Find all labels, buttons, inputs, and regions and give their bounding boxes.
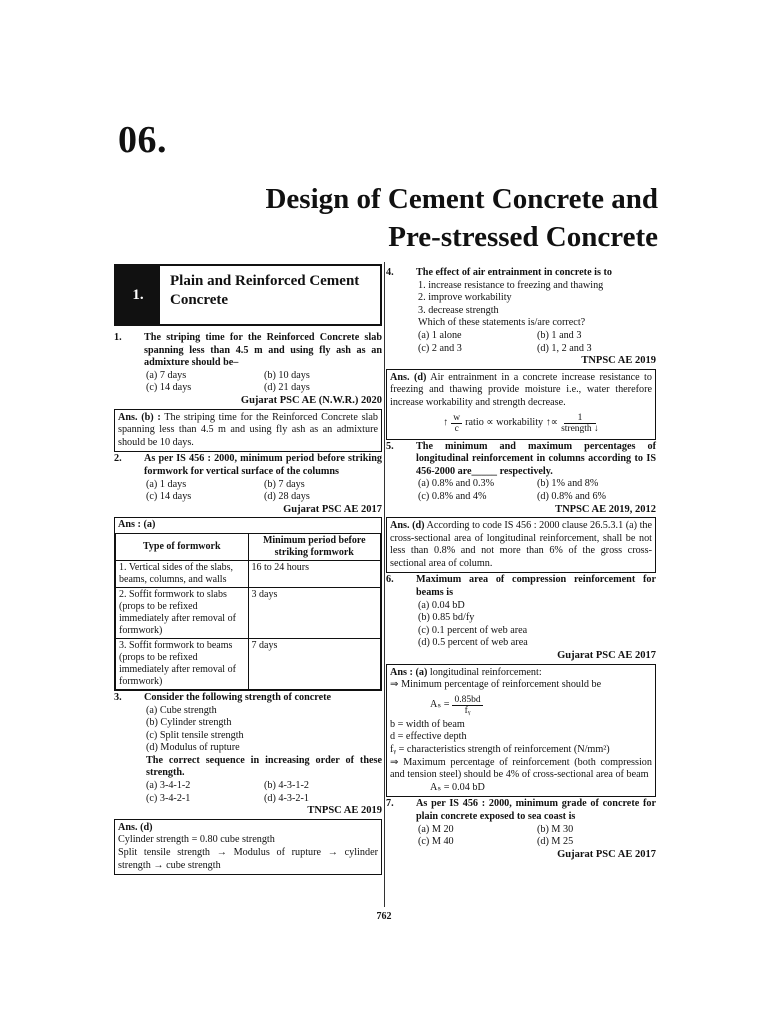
option-b: (b) 1% and 8% xyxy=(537,478,599,490)
option-b: (b) 10 days xyxy=(264,369,310,381)
answer-label: Ans : (a) xyxy=(118,519,156,531)
answer-text: longitudinal reinforcement: xyxy=(427,666,542,678)
option-a: (a) 1 days xyxy=(146,478,187,490)
option-d: (d) 1, 2 and 3 xyxy=(537,342,592,354)
option-a: (a) M 20 xyxy=(418,823,454,835)
table-header-row xyxy=(116,533,381,560)
answer-box xyxy=(386,664,656,798)
table-cell: 3. Soffit formwork to beams (props to be refixed immediately after removal of formwork) xyxy=(116,638,249,689)
answer-box xyxy=(386,517,656,573)
option-b: (b) 7 days xyxy=(264,478,305,490)
fraction xyxy=(452,695,482,716)
option-c: (c) 3-4-2-1 xyxy=(146,792,191,804)
option-a: (a) 1 alone xyxy=(418,329,462,341)
answer-text: Cylinder strength = 0.80 cube strength xyxy=(118,834,275,846)
option-d: (d) 21 days xyxy=(264,382,310,394)
list-item: 3. decrease strength xyxy=(418,304,499,316)
question-2 xyxy=(114,453,382,691)
options xyxy=(386,478,656,503)
question-text: The effect of air entrainment in concrete is to xyxy=(416,267,612,278)
question-text: The minimum and maximum percentages of longitudinal reinforcement in columns according to IS 456-2000 are_____ respectively. xyxy=(416,440,656,477)
answer-box xyxy=(386,369,656,440)
statement-list xyxy=(114,705,382,755)
table-header: Type of formwork xyxy=(116,533,249,560)
option-b: (b) 0.85 bd/fy xyxy=(418,612,475,624)
definition: d = effective depth xyxy=(390,731,467,743)
question-number: 3. xyxy=(114,691,122,703)
fraction xyxy=(451,413,462,434)
statement-list xyxy=(386,280,656,318)
question-text: Consider the following strength of concrete xyxy=(144,691,332,703)
option-d: (d) 4-3-2-1 xyxy=(264,792,309,804)
option-d: (d) 28 days xyxy=(264,491,310,503)
table-row xyxy=(116,638,381,689)
question-text: Maximum area of compression reinforcement for beams is xyxy=(416,574,656,599)
chapter-title-line1: Design of Cement Concrete and xyxy=(265,183,658,215)
arrow-up-icon: ↑ xyxy=(443,416,449,428)
question-number: 5. xyxy=(386,440,394,452)
list-item: (d) Modulus of rupture xyxy=(146,742,240,754)
question-source: TNPSC AE 2019 xyxy=(307,805,382,817)
question-4 xyxy=(386,267,656,440)
question-number: 6. xyxy=(386,574,394,586)
numerator: 0.85bd xyxy=(454,694,481,705)
answer-text: ⇒ Minimum percentage of reinforcement should be xyxy=(390,679,602,691)
denominator: strength ↓ xyxy=(561,423,599,434)
option-b: (b) 1 and 3 xyxy=(537,329,582,341)
formula-text: ratio ∝ workability ↑∝ xyxy=(465,416,559,428)
question-source: Gujarat PSC AE 2017 xyxy=(557,848,656,860)
chapter-number: 06. xyxy=(118,119,167,161)
question-text-2: Which of these statements is/are correct? xyxy=(418,317,586,329)
options xyxy=(386,600,656,650)
answer-box xyxy=(114,819,382,875)
answer-label: Ans. (d) xyxy=(390,520,425,532)
section-number: 1. xyxy=(116,266,160,324)
question-source: TNPSC AE 2019, 2012 xyxy=(555,503,656,515)
answer-box xyxy=(114,409,382,453)
question-7 xyxy=(386,798,656,861)
list-item: (b) Cylinder strength xyxy=(146,717,232,729)
table-row xyxy=(116,560,381,587)
list-item: 1. increase resistance to freezing and thawing xyxy=(418,279,604,291)
question-5 xyxy=(386,441,656,574)
denominator: fᵧ xyxy=(464,705,471,716)
wc-ratio-formula xyxy=(390,413,652,434)
question-source: Gujarat PSC AE (N.W.R.) 2020 xyxy=(240,394,382,406)
option-a: (a) 0.04 bD xyxy=(418,599,465,611)
option-c: (c) 2 and 3 xyxy=(418,342,462,354)
answer-label: Ans. (d) xyxy=(118,821,153,833)
section-title: Plain and Reinforced Cement Concrete xyxy=(160,266,380,324)
definition: fᵧ = characteristics strength of reinforcement (N/mm²) xyxy=(390,744,610,755)
option-c: (c) 14 days xyxy=(146,491,192,503)
question-number: 1. xyxy=(114,332,122,343)
chapter-title xyxy=(198,180,658,256)
right-column xyxy=(386,266,656,861)
numerator: w xyxy=(453,412,461,423)
question-source: Gujarat PSC AE 2017 xyxy=(557,650,656,662)
option-c: (c) 0.8% and 4% xyxy=(418,490,487,502)
table-row xyxy=(116,587,381,638)
fraction xyxy=(561,413,599,434)
option-a: (a) 3-4-1-2 xyxy=(146,780,191,792)
page-number: 762 xyxy=(376,911,392,922)
table-cell: 7 days xyxy=(248,638,381,689)
option-d: (d) 0.5 percent of web area xyxy=(418,637,528,649)
options xyxy=(386,330,656,355)
question-source: TNPSC AE 2019 xyxy=(581,355,656,367)
options xyxy=(114,479,382,504)
answer-label: Ans. (b) : xyxy=(118,411,161,423)
list-item: (a) Cube strength xyxy=(146,704,217,716)
table-cell: 1. Vertical sides of the slabs, beams, columns, and walls xyxy=(116,560,249,587)
answer-box xyxy=(114,517,382,691)
column-divider xyxy=(384,262,385,907)
question-number: 2. xyxy=(114,453,122,465)
table-cell: 3 days xyxy=(248,587,381,638)
question-1 xyxy=(114,332,382,452)
question-text: As per IS 456 : 2000, minimum period before striking formwork for vertical surface of the columns xyxy=(144,453,382,477)
option-a: (a) 0.8% and 0.3% xyxy=(418,478,495,490)
option-d: (d) 0.8% and 6% xyxy=(537,490,607,502)
option-c: (c) M 40 xyxy=(418,836,454,848)
options xyxy=(114,370,382,395)
option-c: (c) 14 days xyxy=(146,382,192,394)
definition: b = width of beam xyxy=(390,718,465,730)
section-header xyxy=(114,264,382,326)
chapter-title-line2: Pre-stressed Concrete xyxy=(388,221,658,253)
formwork-table xyxy=(115,533,381,690)
option-a: (a) 7 days xyxy=(146,369,187,381)
answer-label: Ans. (d) xyxy=(390,371,427,383)
option-c: (c) 0.1 percent of web area xyxy=(418,624,528,636)
question-6 xyxy=(386,574,656,797)
list-item: 2. improve workability xyxy=(418,292,512,304)
answer-text: According to code IS 456 : 2000 clause 26.5.3.1 (a) the cross-sectional area of longitudinal reinforcement, shall be not less than 0.8% and not more than 6% of the gross cross-sectional area of column. xyxy=(390,520,653,569)
question-text: The striping time for the Reinforced Concrete slab spanning less than 4.5 m and using fly ash as an admixture should be– xyxy=(144,332,382,369)
question-number: 4. xyxy=(386,267,394,278)
question-text-2: The correct sequence in increasing order of these strength. xyxy=(146,754,382,779)
answer-text: The striping time for the Reinforced Concrete slab spanning less than 4.5 m and using fly ash as an admixture should be 10 days. xyxy=(118,411,378,448)
question-number: 7. xyxy=(386,798,394,810)
min-steel-formula xyxy=(390,695,652,716)
options xyxy=(114,780,382,805)
table-cell: 2. Soffit formwork to slabs (props to be refixed immediately after removal of formwork) xyxy=(116,587,249,638)
option-b: (b) M 30 xyxy=(537,823,574,835)
answer-label: Ans : (a) xyxy=(390,666,428,678)
left-column xyxy=(114,262,382,876)
formula-lhs: Aₛ = xyxy=(430,699,450,711)
formula-result: Aₛ = 0.04 bD xyxy=(430,781,485,793)
question-text: As per IS 456 : 2000, minimum grade of concrete for plain concrete exposed to sea coast is xyxy=(416,798,656,822)
numerator: 1 xyxy=(564,413,597,424)
answer-text: Split tensile strength → Modulus of rupture → cylinder strength → cube strength xyxy=(118,847,378,871)
table-header: Minimum period before striking formwork xyxy=(248,533,381,560)
question-3 xyxy=(114,692,382,875)
option-d: (d) M 25 xyxy=(537,836,574,848)
denominator: c xyxy=(454,423,459,434)
answer-text: Air entrainment in a concrete increase resistance to freezing and thawing provide moisture i.e., water therefore increase workability and strength decrease. xyxy=(390,371,652,408)
question-source: Gujarat PSC AE 2017 xyxy=(283,503,382,515)
options xyxy=(386,824,656,849)
answer-text: ⇒ Maximum percentage of reinforcement (both compression and tension steel) should be 4% of cross-sectional area of beam xyxy=(390,756,652,781)
option-b: (b) 4-3-1-2 xyxy=(264,780,309,792)
table-cell: 16 to 24 hours xyxy=(248,560,381,587)
list-item: (c) Split tensile strength xyxy=(146,729,244,741)
